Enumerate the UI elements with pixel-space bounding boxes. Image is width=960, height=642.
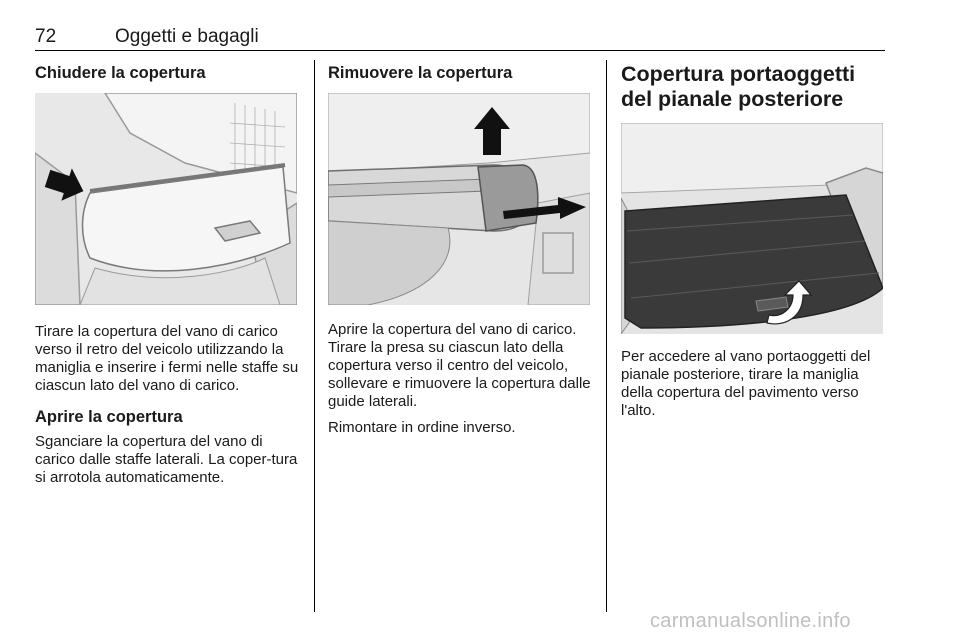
rear-floor-storage-instructions: Per accedere al vano portaoggetti del pianale posteriore, tirare la maniglia della copertura del pavimento verso l'alto. <box>621 348 871 419</box>
cargo-cover-remove-illustration <box>328 93 590 305</box>
open-cover-instructions: Sganciare la copertura del vano di carico dalle staffe laterali. La coper-tura si arrotola automaticamente. <box>35 433 298 486</box>
running-title: Oggetti e bagagli <box>115 26 259 47</box>
section-title-close-cover: Chiudere la copertura <box>35 64 206 82</box>
rear-floor-storage-illustration <box>621 123 883 334</box>
remove-cover-instructions: Aprire la copertura del vano di carico. Tirare la presa su ciascun lato della copertura verso il centro del veicolo, sollevare e rimuovere la copertura dalle guide laterali. <box>328 321 591 410</box>
page-header <box>35 26 885 52</box>
column-3 <box>621 62 885 420</box>
page-number: 72 <box>35 26 57 47</box>
close-cover-instructions: Tirare la copertura del vano di carico verso il retro del veicolo utilizzando la maniglia e inserire i fermi nelle staffe su ciascun lato del vano di carico. <box>35 323 299 394</box>
column-1 <box>35 62 299 487</box>
column-divider-1 <box>314 60 315 612</box>
column-divider-2 <box>606 60 607 612</box>
refit-instructions: Rimontare in ordine inverso. <box>328 419 516 436</box>
watermark: carmanualsonline.info <box>650 610 851 632</box>
column-2 <box>328 62 592 437</box>
section-title-rear-floor-storage: Copertura portaoggetti del pianale posteriore <box>621 62 856 111</box>
cargo-cover-close-illustration <box>35 93 297 305</box>
section-title-remove-cover: Rimuovere la copertura <box>328 64 513 82</box>
header-divider <box>35 50 885 51</box>
section-title-open-cover: Aprire la copertura <box>35 408 183 426</box>
